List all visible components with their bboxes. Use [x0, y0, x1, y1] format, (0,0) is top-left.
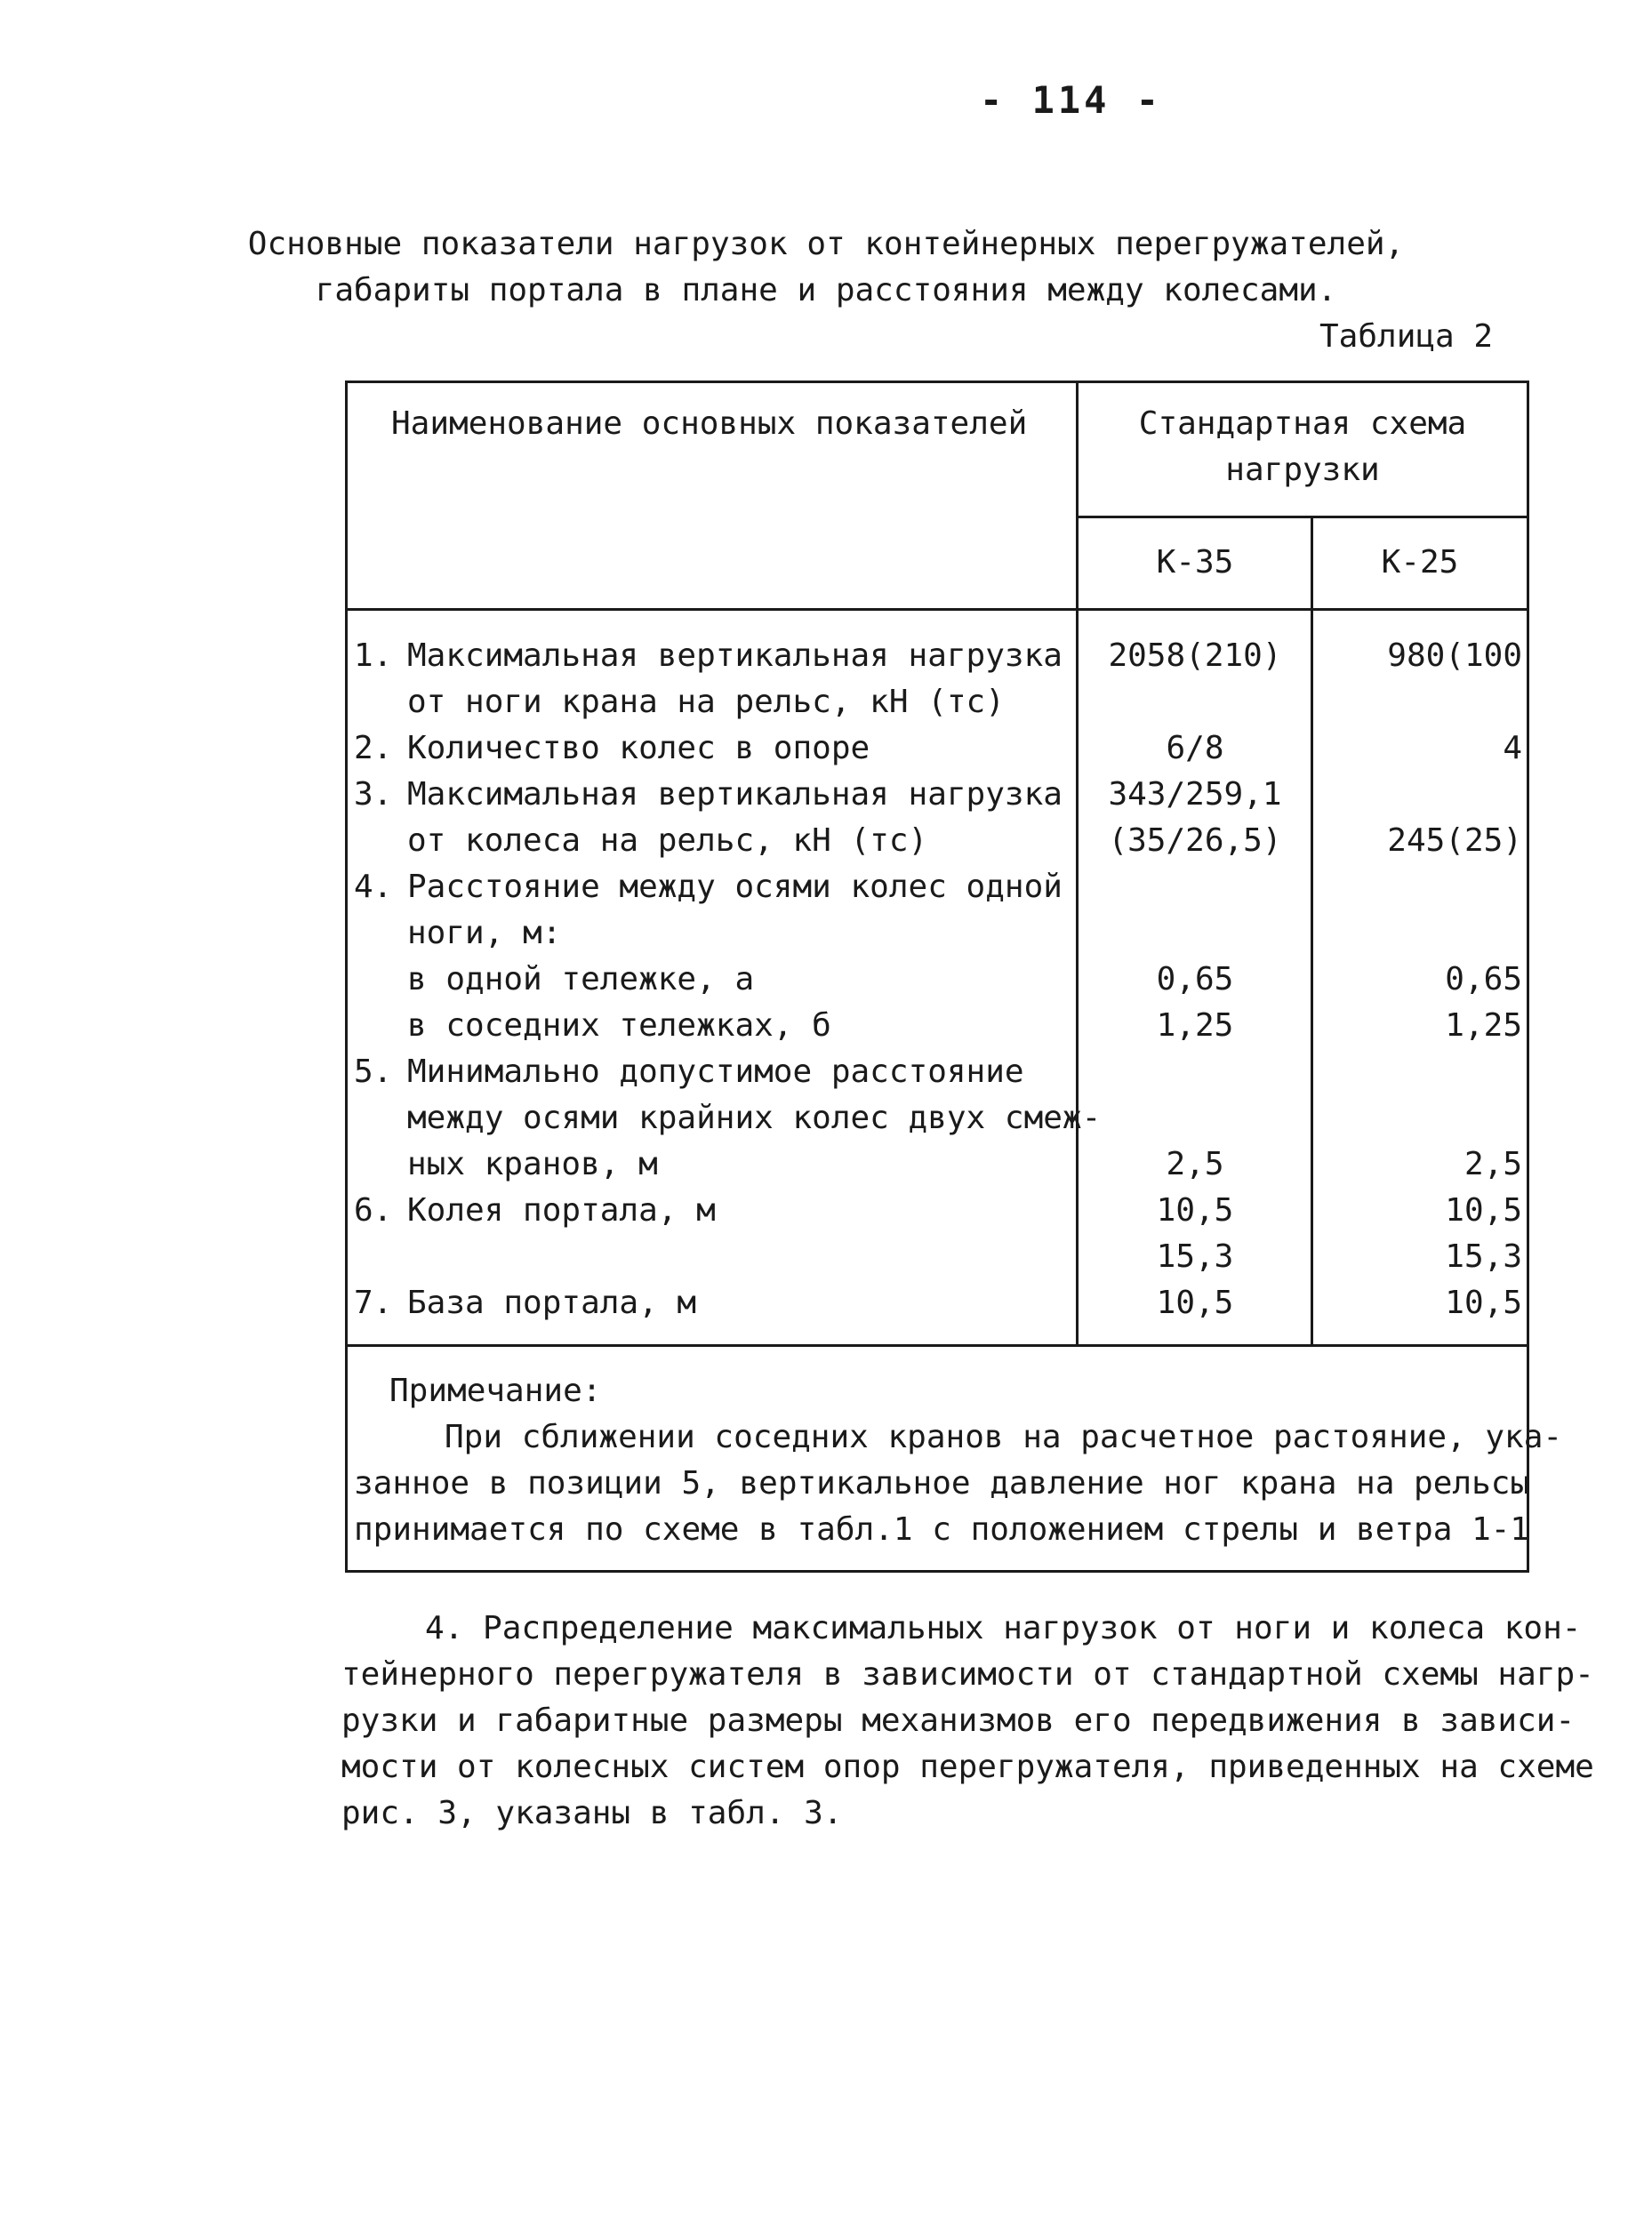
- row-indicator: от колеса на рельс, кН (тс): [407, 822, 928, 859]
- page-number: - 114 -: [980, 78, 1163, 122]
- row-value-k25: 15,3: [1445, 1238, 1522, 1275]
- row-number: 1.: [354, 637, 393, 674]
- header-divider: [1076, 516, 1529, 518]
- row-value-k25: 980(100: [1387, 637, 1522, 674]
- row-indicator: Колея портала, м: [407, 1192, 716, 1229]
- table-left-border: [345, 381, 348, 1573]
- table-bottom-border: [345, 1570, 1529, 1573]
- row-indicator: Количество колес в опоре: [407, 730, 870, 766]
- row-indicator: между осями крайних колес двух смеж-: [407, 1100, 1102, 1136]
- row-value-k35: 2,5: [1166, 1146, 1224, 1182]
- row-value-k25: 0,65: [1445, 961, 1522, 997]
- row-value-k35: 2058(210): [1108, 637, 1282, 674]
- row-value-k35: 0,65: [1156, 961, 1234, 997]
- paragraph-line: рис. 3, указаны в табл. 3.: [341, 1795, 843, 1831]
- row-value-k35: 15,3: [1156, 1238, 1234, 1275]
- header-scheme-line-1: Стандартная схема: [1138, 405, 1467, 442]
- note-line-3: принимается по схеме в табл.1 с положением стрелы и ветра 1-1: [354, 1511, 1530, 1548]
- row-number: 6.: [354, 1192, 393, 1229]
- row-value-k35: 10,5: [1156, 1192, 1234, 1229]
- row-indicator: ных кранов, м: [407, 1146, 658, 1182]
- header-k25: К-25: [1381, 544, 1459, 581]
- table-label: Таблица 2: [1319, 318, 1494, 355]
- note-label: Примечание:: [389, 1373, 602, 1409]
- row-value-k35: 6/8: [1166, 730, 1224, 766]
- table-top-border: [345, 381, 1529, 383]
- row-value-k35: 343/259,1: [1108, 776, 1282, 813]
- paragraph-line: мости от колесных систем опор перегружателя, приведенных на схеме: [341, 1749, 1594, 1785]
- table-title-line-2: габариты портала в плане и расстояния между колесами.: [315, 272, 1337, 308]
- table-title-line-1: Основные показатели нагрузок от контейнерных перегружателей,: [247, 226, 1405, 262]
- paragraph-line: 4. Распределение максимальных нагрузок от ноги и колеса кон-: [425, 1610, 1582, 1646]
- row-indicator: Расстояние между осями колес одной: [407, 869, 1063, 905]
- header-k35: К-35: [1156, 544, 1234, 581]
- row-value-k35: 1,25: [1156, 1007, 1234, 1044]
- row-value-k25: 10,5: [1445, 1285, 1522, 1321]
- row-indicator: Максимальная вертикальная нагрузка: [407, 637, 1063, 674]
- row-indicator: Минимально допустимое расстояние: [407, 1053, 1024, 1090]
- row-number: 4.: [354, 869, 393, 905]
- row-number: 2.: [354, 730, 393, 766]
- row-number: 3.: [354, 776, 393, 813]
- row-value-k35: 10,5: [1156, 1285, 1234, 1321]
- row-value-k25: 245(25): [1387, 822, 1522, 859]
- header-bottom-border: [345, 608, 1529, 611]
- table-body-bottom-border: [345, 1344, 1529, 1347]
- row-indicator: в одной тележке, а: [407, 961, 755, 997]
- note-line-2: занное в позиции 5, вертикальное давление ног крана на рельсы: [354, 1465, 1530, 1502]
- row-indicator: ноги, м:: [407, 915, 562, 951]
- row-indicator: от ноги крана на рельс, кН (тс): [407, 684, 1005, 720]
- row-number: 7.: [354, 1285, 393, 1321]
- paragraph-line: рузки и габаритные размеры механизмов его передвижения в зависи-: [341, 1702, 1576, 1739]
- paragraph-line: тейнерного перегружателя в зависимости от стандартной схемы нагр-: [341, 1656, 1594, 1693]
- row-number: 5.: [354, 1053, 393, 1090]
- row-indicator: в соседних тележках, б: [407, 1007, 831, 1044]
- row-value-k35: (35/26,5): [1108, 822, 1282, 859]
- row-value-k25: 1,25: [1445, 1007, 1522, 1044]
- row-value-k25: 10,5: [1445, 1192, 1522, 1229]
- header-scheme-line-2: нагрузки: [1225, 452, 1380, 488]
- header-indicator-name: Наименование основных показателей: [391, 405, 1028, 442]
- row-value-k25: 2,5: [1464, 1146, 1522, 1182]
- row-value-k25: 4: [1503, 730, 1522, 766]
- row-indicator: Максимальная вертикальная нагрузка: [407, 776, 1063, 813]
- note-line-1: При сближении соседних кранов на расчетное растояние, ука-: [445, 1419, 1563, 1455]
- row-indicator: База портала, м: [407, 1285, 697, 1321]
